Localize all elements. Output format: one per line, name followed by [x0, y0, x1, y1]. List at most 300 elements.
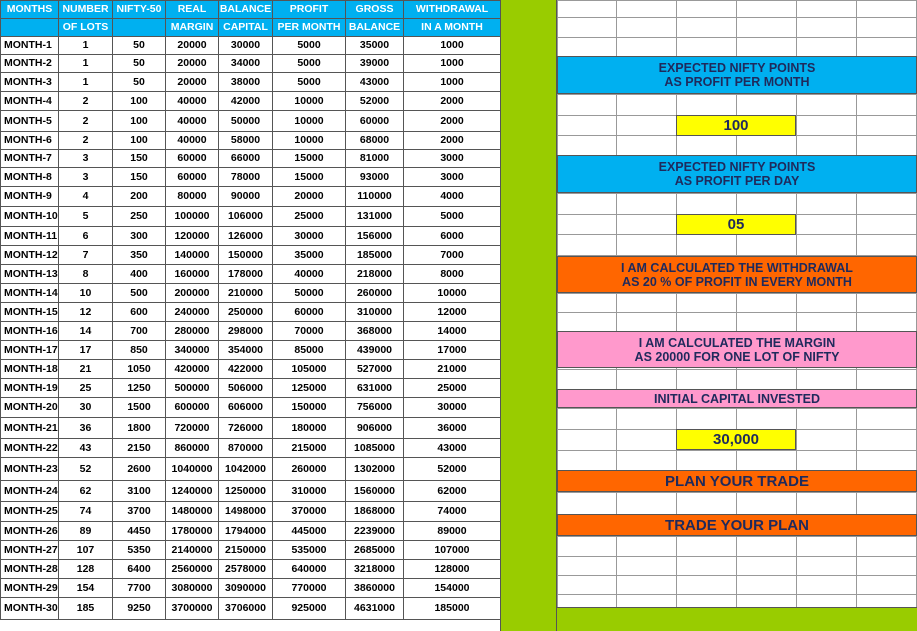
month-label-cell: MONTH-29 [1, 579, 59, 598]
table-row [1, 439, 501, 458]
table-cell: 2578000 [219, 560, 273, 579]
column-header: MONTHS [1, 1, 59, 19]
table-header [1, 1, 501, 37]
expected-points-month-label [557, 56, 917, 94]
table-cell: 3000 [404, 168, 501, 187]
table-row [1, 560, 501, 579]
table-cell: 131000 [346, 207, 404, 227]
table-row [1, 284, 501, 303]
table-cell: 506000 [219, 379, 273, 398]
table-cell: 100 [113, 111, 166, 132]
table-cell: 906000 [346, 418, 404, 439]
table-cell: 2600 [113, 458, 166, 481]
month-label-cell: MONTH-17 [1, 341, 59, 360]
column-header: BALANCE [219, 1, 273, 19]
table-row [1, 322, 501, 341]
table-cell: 52000 [346, 92, 404, 111]
month-label-cell: MONTH-6 [1, 132, 59, 150]
table-cell: 1000 [404, 73, 501, 92]
table-cell: 422000 [219, 360, 273, 379]
table-cell: 78000 [219, 168, 273, 187]
table-cell: 17 [59, 341, 113, 360]
table-cell: 925000 [273, 598, 346, 620]
table-cell: 128000 [404, 560, 501, 579]
column-header: GROSS [346, 1, 404, 19]
table-cell: 2560000 [166, 560, 219, 579]
table-cell: 1560000 [346, 481, 404, 502]
column-header: PROFIT [273, 1, 346, 19]
expected-points-day-value[interactable]: 05 [676, 214, 796, 235]
table-cell: 1800 [113, 418, 166, 439]
table-cell: 6 [59, 227, 113, 246]
initial-capital-label: INITIAL CAPITAL INVESTED [557, 389, 917, 408]
month-label-cell: MONTH-4 [1, 92, 59, 111]
table-cell: 1 [59, 73, 113, 92]
table-cell: 2685000 [346, 541, 404, 560]
table-row [1, 168, 501, 187]
table-cell: 500000 [166, 379, 219, 398]
table-cell: 89 [59, 522, 113, 541]
table-row [1, 598, 501, 620]
table-cell: 8000 [404, 265, 501, 284]
table-cell: 8 [59, 265, 113, 284]
table-cell: 12000 [404, 303, 501, 322]
table-cell: 1480000 [166, 502, 219, 522]
expected-day-line1: EXPECTED NIFTY POINTS [658, 160, 816, 174]
table-cell: 4 [59, 187, 113, 207]
expected-day-line2: AS PROFIT PER DAY [674, 174, 800, 188]
table-cell: 5350 [113, 541, 166, 560]
table-cell: 5 [59, 207, 113, 227]
table-cell: 260000 [346, 284, 404, 303]
table-cell: 368000 [346, 322, 404, 341]
table-cell: 1000 [404, 37, 501, 55]
table-cell: 1042000 [219, 458, 273, 481]
table-cell: 126000 [219, 227, 273, 246]
table-cell: 200000 [166, 284, 219, 303]
table-cell: 17000 [404, 341, 501, 360]
table-cell: 1000 [404, 55, 501, 73]
table-cell: 3700000 [166, 598, 219, 620]
table-cell: 50 [113, 73, 166, 92]
table-row [1, 579, 501, 598]
table-cell: 14 [59, 322, 113, 341]
table-cell: 21000 [404, 360, 501, 379]
month-label-cell: MONTH-21 [1, 418, 59, 439]
month-label-cell: MONTH-25 [1, 502, 59, 522]
column-header [113, 19, 166, 37]
table-cell: 154 [59, 579, 113, 598]
table-cell: 1040000 [166, 458, 219, 481]
column-header: PER MONTH [273, 19, 346, 37]
table-cell: 60000 [166, 168, 219, 187]
table-cell: 30000 [273, 227, 346, 246]
table-cell: 3860000 [346, 579, 404, 598]
table-row [1, 227, 501, 246]
table-cell: 60000 [166, 150, 219, 168]
table-cell: 3080000 [166, 579, 219, 598]
table-cell: 1868000 [346, 502, 404, 522]
month-label-cell: MONTH-5 [1, 111, 59, 132]
withdrawal-line2: AS 20 % OF PROFIT IN EVERY MONTH [622, 274, 852, 289]
table-row [1, 481, 501, 502]
table-cell: 110000 [346, 187, 404, 207]
table-cell: 30 [59, 398, 113, 418]
table-cell: 58000 [219, 132, 273, 150]
table-cell: 3700 [113, 502, 166, 522]
month-label-cell: MONTH-28 [1, 560, 59, 579]
table-cell: 1794000 [219, 522, 273, 541]
column-header [1, 19, 59, 37]
table-cell: 52 [59, 458, 113, 481]
table-cell: 100000 [166, 207, 219, 227]
table-cell: 7 [59, 246, 113, 265]
column-header: CAPITAL [219, 19, 273, 37]
table-row [1, 502, 501, 522]
table-cell: 2140000 [166, 541, 219, 560]
table-cell: 5000 [273, 37, 346, 55]
table-cell: 70000 [273, 322, 346, 341]
table-cell: 1240000 [166, 481, 219, 502]
header-row [1, 19, 501, 37]
table-cell: 25000 [404, 379, 501, 398]
table-row [1, 92, 501, 111]
table-cell: 850 [113, 341, 166, 360]
table-cell: 200 [113, 187, 166, 207]
table-cell: 631000 [346, 379, 404, 398]
table-cell: 185000 [346, 246, 404, 265]
table-cell: 756000 [346, 398, 404, 418]
month-label-cell: MONTH-24 [1, 481, 59, 502]
table-cell: 9250 [113, 598, 166, 620]
table-cell: 60000 [273, 303, 346, 322]
table-cell: 74000 [404, 502, 501, 522]
table-cell: 25000 [273, 207, 346, 227]
margin-line1: I AM CALCULATED THE MARGIN [638, 335, 836, 350]
month-label-cell: MONTH-1 [1, 37, 59, 55]
month-label-cell: MONTH-26 [1, 522, 59, 541]
table-cell: 80000 [166, 187, 219, 207]
month-label-cell: MONTH-9 [1, 187, 59, 207]
month-label-cell: MONTH-18 [1, 360, 59, 379]
trade-your-plan-banner: TRADE YOUR PLAN [557, 514, 917, 536]
table-cell: 156000 [346, 227, 404, 246]
withdrawal-line1: I AM CALCULATED THE WITHDRAWAL [621, 260, 853, 275]
month-label-cell: MONTH-27 [1, 541, 59, 560]
table-cell: 7000 [404, 246, 501, 265]
expected-month-line1: EXPECTED NIFTY POINTS [658, 61, 816, 75]
table-cell: 30000 [404, 398, 501, 418]
table-cell: 10000 [404, 284, 501, 303]
table-cell: 5000 [404, 207, 501, 227]
table-cell: 250 [113, 207, 166, 227]
table-row [1, 37, 501, 55]
table-row [1, 541, 501, 560]
table-cell: 40000 [166, 111, 219, 132]
table-cell: 218000 [346, 265, 404, 284]
info-panel [557, 0, 917, 631]
table-row [1, 458, 501, 481]
table-cell: 12 [59, 303, 113, 322]
table-row [1, 341, 501, 360]
table-cell: 310000 [346, 303, 404, 322]
plan-your-trade-banner: PLAN YOUR TRADE [557, 470, 917, 492]
month-label-cell: MONTH-19 [1, 379, 59, 398]
table-cell: 600000 [166, 398, 219, 418]
table-cell: 5000 [273, 55, 346, 73]
table-cell: 1 [59, 55, 113, 73]
green-divider-column [500, 0, 557, 631]
table-cell: 15000 [273, 150, 346, 168]
month-label-cell: MONTH-20 [1, 398, 59, 418]
month-label-cell: MONTH-15 [1, 303, 59, 322]
table-row [1, 246, 501, 265]
table-cell: 150000 [273, 398, 346, 418]
table-cell: 10 [59, 284, 113, 303]
column-header: WITHDRAWAL [404, 1, 501, 19]
table-cell: 40000 [273, 265, 346, 284]
table-row [1, 187, 501, 207]
table-cell: 50 [113, 37, 166, 55]
table-cell: 726000 [219, 418, 273, 439]
table-cell: 150 [113, 150, 166, 168]
table-cell: 125000 [273, 379, 346, 398]
table-cell: 1302000 [346, 458, 404, 481]
table-cell: 606000 [219, 398, 273, 418]
table-cell: 62000 [404, 481, 501, 502]
column-header: MARGIN [166, 19, 219, 37]
column-header: NIFTY-50 [113, 1, 166, 19]
month-label-cell: MONTH-7 [1, 150, 59, 168]
table-cell: 3706000 [219, 598, 273, 620]
table-cell: 160000 [166, 265, 219, 284]
table-cell: 90000 [219, 187, 273, 207]
table-cell: 439000 [346, 341, 404, 360]
table-cell: 870000 [219, 439, 273, 458]
table-cell: 106000 [219, 207, 273, 227]
table-cell: 185000 [404, 598, 501, 620]
month-label-cell: MONTH-22 [1, 439, 59, 458]
table-cell: 280000 [166, 322, 219, 341]
table-cell: 2 [59, 111, 113, 132]
table-cell: 7700 [113, 579, 166, 598]
margin-line2: AS 20000 FOR ONE LOT OF NIFTY [634, 349, 840, 364]
table-cell: 74 [59, 502, 113, 522]
table-cell: 107000 [404, 541, 501, 560]
expected-month-line2: AS PROFIT PER MONTH [664, 75, 810, 89]
month-label-cell: MONTH-11 [1, 227, 59, 246]
expected-points-month-value[interactable]: 100 [676, 115, 796, 136]
table-cell: 6000 [404, 227, 501, 246]
table-cell: 15000 [273, 168, 346, 187]
table-cell: 2 [59, 132, 113, 150]
table-cell: 400 [113, 265, 166, 284]
table-cell: 85000 [273, 341, 346, 360]
table-cell: 43000 [346, 73, 404, 92]
table-row [1, 522, 501, 541]
table-cell: 38000 [219, 73, 273, 92]
table-cell: 62 [59, 481, 113, 502]
table-cell: 3 [59, 150, 113, 168]
green-bottom-strip [557, 607, 917, 631]
table-cell: 107 [59, 541, 113, 560]
table-cell: 1 [59, 37, 113, 55]
table-cell: 4450 [113, 522, 166, 541]
table-row [1, 418, 501, 439]
table-cell: 1498000 [219, 502, 273, 522]
table-cell: 43000 [404, 439, 501, 458]
table-cell: 1500 [113, 398, 166, 418]
table-cell: 10000 [273, 132, 346, 150]
table-cell: 185 [59, 598, 113, 620]
table-cell: 43 [59, 439, 113, 458]
table-cell: 154000 [404, 579, 501, 598]
table-cell: 298000 [219, 322, 273, 341]
table-cell: 535000 [273, 541, 346, 560]
table-cell: 260000 [273, 458, 346, 481]
table-row [1, 73, 501, 92]
expected-points-day-label [557, 155, 917, 193]
table-cell: 370000 [273, 502, 346, 522]
table-cell: 300 [113, 227, 166, 246]
table-cell: 3100 [113, 481, 166, 502]
initial-capital-value[interactable]: 30,000 [676, 429, 796, 450]
column-header: REAL [166, 1, 219, 19]
table-row [1, 398, 501, 418]
table-cell: 3000 [404, 150, 501, 168]
table-cell: 30000 [219, 37, 273, 55]
month-label-cell: MONTH-8 [1, 168, 59, 187]
table-cell: 25 [59, 379, 113, 398]
month-label-cell: MONTH-23 [1, 458, 59, 481]
column-header: NUMBER [59, 1, 113, 19]
table-cell: 35000 [273, 246, 346, 265]
table-cell: 500 [113, 284, 166, 303]
table-cell: 150 [113, 168, 166, 187]
table-cell: 3218000 [346, 560, 404, 579]
table-cell: 350 [113, 246, 166, 265]
table-cell: 178000 [219, 265, 273, 284]
table-cell: 2 [59, 92, 113, 111]
table-cell: 150000 [219, 246, 273, 265]
table-row [1, 132, 501, 150]
month-label-cell: MONTH-10 [1, 207, 59, 227]
table-cell: 66000 [219, 150, 273, 168]
table-body [1, 37, 501, 620]
table-cell: 140000 [166, 246, 219, 265]
table-cell: 50000 [219, 111, 273, 132]
table-cell: 40000 [166, 132, 219, 150]
table-row [1, 150, 501, 168]
table-row [1, 360, 501, 379]
table-cell: 5000 [273, 73, 346, 92]
table-cell: 1085000 [346, 439, 404, 458]
column-header: OF LOTS [59, 19, 113, 37]
month-label-cell: MONTH-16 [1, 322, 59, 341]
table-cell: 2239000 [346, 522, 404, 541]
table-cell: 600 [113, 303, 166, 322]
table-cell: 10000 [273, 111, 346, 132]
table-cell: 860000 [166, 439, 219, 458]
table-cell: 2000 [404, 111, 501, 132]
column-header: BALANCE [346, 19, 404, 37]
table-cell: 250000 [219, 303, 273, 322]
table-cell: 700 [113, 322, 166, 341]
table-cell: 720000 [166, 418, 219, 439]
month-label-cell: MONTH-2 [1, 55, 59, 73]
table-cell: 4631000 [346, 598, 404, 620]
table-cell: 105000 [273, 360, 346, 379]
table-cell: 20000 [273, 187, 346, 207]
table-cell: 40000 [166, 92, 219, 111]
header-row [1, 1, 501, 19]
table-cell: 1250 [113, 379, 166, 398]
table-cell: 2150 [113, 439, 166, 458]
withdrawal-note [557, 256, 917, 293]
table-cell: 770000 [273, 579, 346, 598]
table-cell: 445000 [273, 522, 346, 541]
table-cell: 527000 [346, 360, 404, 379]
table-cell: 20000 [166, 37, 219, 55]
month-label-cell: MONTH-30 [1, 598, 59, 620]
table-cell: 2000 [404, 132, 501, 150]
month-label-cell: MONTH-14 [1, 284, 59, 303]
table-cell: 215000 [273, 439, 346, 458]
table-cell: 89000 [404, 522, 501, 541]
table-cell: 10000 [273, 92, 346, 111]
table-cell: 42000 [219, 92, 273, 111]
table-cell: 100 [113, 92, 166, 111]
table-cell: 34000 [219, 55, 273, 73]
table-cell: 36000 [404, 418, 501, 439]
table-cell: 100 [113, 132, 166, 150]
month-label-cell: MONTH-12 [1, 246, 59, 265]
table-row [1, 265, 501, 284]
table-cell: 52000 [404, 458, 501, 481]
table-cell: 60000 [346, 111, 404, 132]
table-cell: 4000 [404, 187, 501, 207]
table-cell: 1250000 [219, 481, 273, 502]
table-cell: 1780000 [166, 522, 219, 541]
column-header: IN A MONTH [404, 19, 501, 37]
table-cell: 420000 [166, 360, 219, 379]
table-cell: 50000 [273, 284, 346, 303]
table-cell: 2000 [404, 92, 501, 111]
month-label-cell: MONTH-13 [1, 265, 59, 284]
table-cell: 340000 [166, 341, 219, 360]
table-row [1, 55, 501, 73]
table-cell: 39000 [346, 55, 404, 73]
table-cell: 50 [113, 55, 166, 73]
table-cell: 14000 [404, 322, 501, 341]
table-cell: 20000 [166, 55, 219, 73]
table-cell: 210000 [219, 284, 273, 303]
margin-note [557, 331, 917, 368]
month-label-cell: MONTH-3 [1, 73, 59, 92]
table-cell: 1050 [113, 360, 166, 379]
table-cell: 6400 [113, 560, 166, 579]
table-row [1, 303, 501, 322]
table-cell: 128 [59, 560, 113, 579]
table-row [1, 111, 501, 132]
table-cell: 35000 [346, 37, 404, 55]
table-cell: 640000 [273, 560, 346, 579]
table-cell: 3 [59, 168, 113, 187]
table-row [1, 207, 501, 227]
table-cell: 310000 [273, 481, 346, 502]
table-cell: 68000 [346, 132, 404, 150]
table-cell: 180000 [273, 418, 346, 439]
